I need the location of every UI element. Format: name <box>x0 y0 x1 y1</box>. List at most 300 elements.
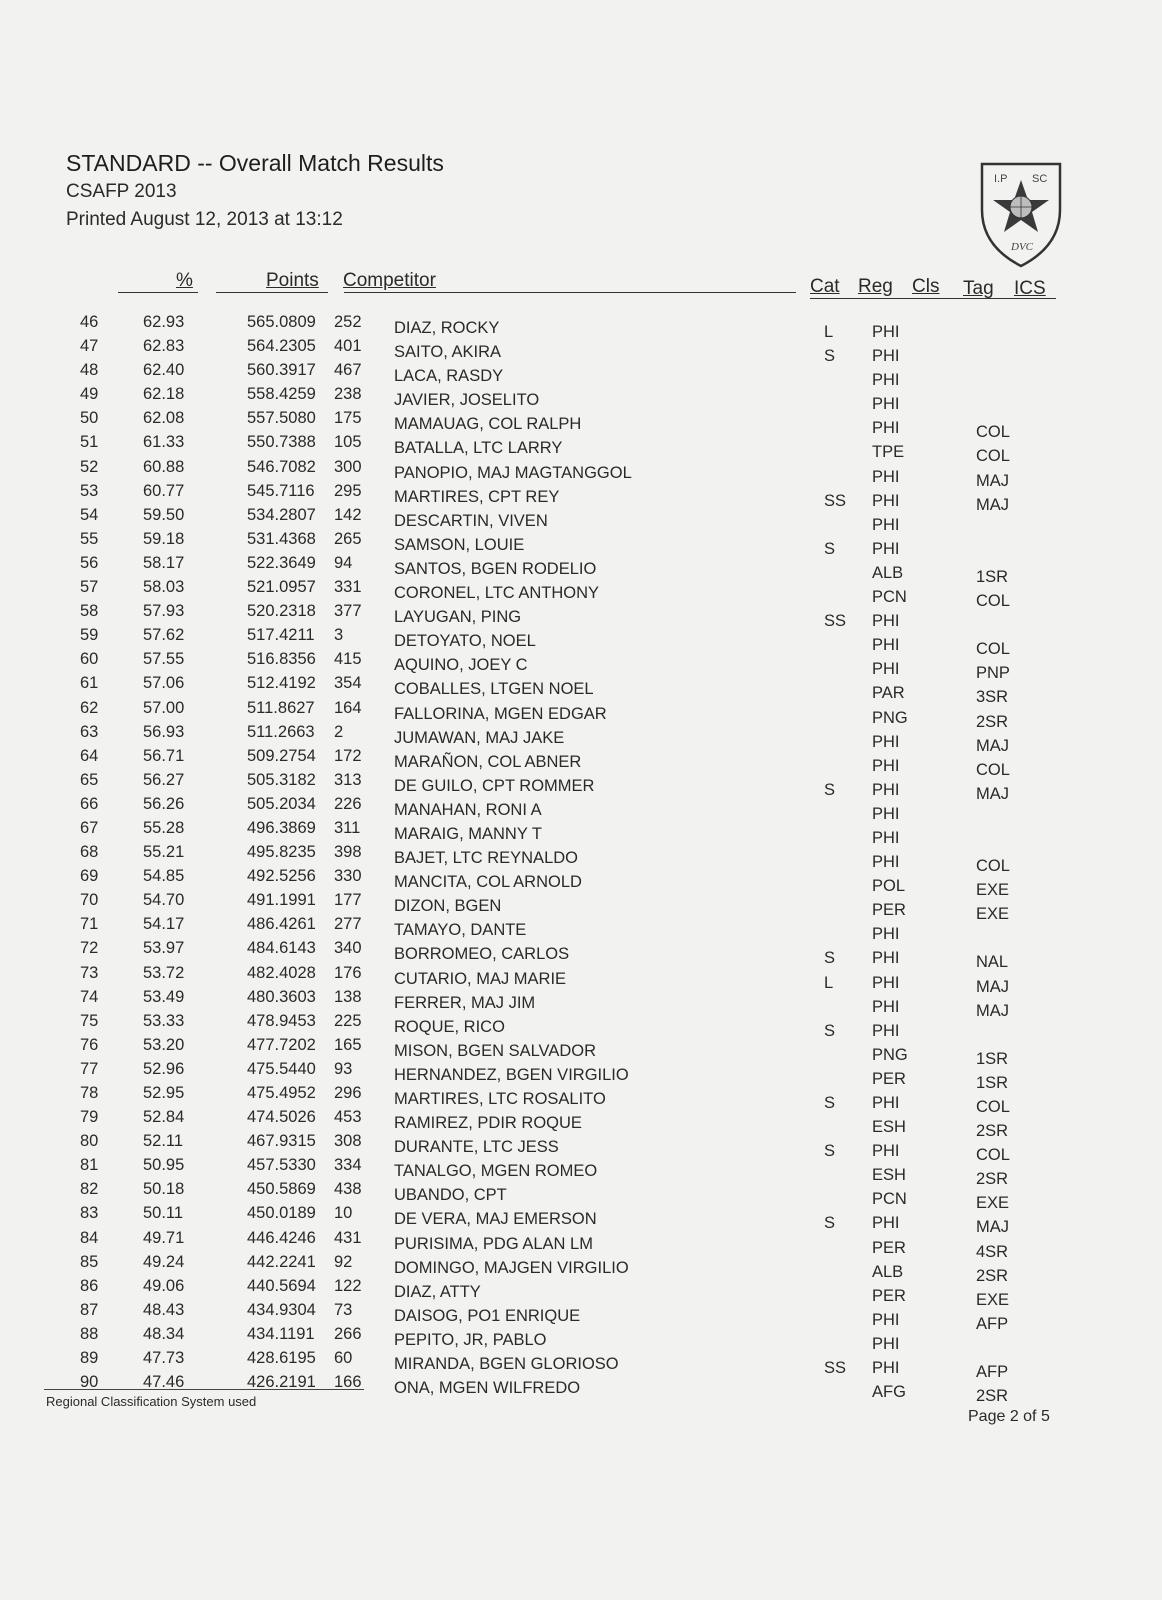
points-value: 516.8356 <box>247 650 316 669</box>
competitor-name: MANAHAN, RONI A <box>394 800 542 819</box>
region-value: PHI <box>872 636 900 655</box>
percent-value: 48.43 <box>143 1300 185 1319</box>
percent-value: 59.18 <box>143 529 185 548</box>
tag-value: EXE <box>976 1194 1010 1213</box>
table-row <box>0 1011 1162 1040</box>
place-number: 81 <box>80 1156 99 1175</box>
region-value: PER <box>872 1238 906 1257</box>
place-number: 68 <box>80 843 99 862</box>
table-row <box>0 963 1162 996</box>
competitor-number: 172 <box>334 746 362 765</box>
points-value: 558.4259 <box>247 385 316 404</box>
percent-value: 53.20 <box>143 1035 185 1054</box>
table-row <box>0 1228 1162 1261</box>
percent-value: 52.84 <box>143 1108 185 1127</box>
competitor-number: 93 <box>334 1059 353 1078</box>
points-value: 521.0957 <box>247 578 316 597</box>
competitor-number: 3 <box>334 626 344 645</box>
region-value: TPE <box>872 443 905 462</box>
points-value: 434.9304 <box>247 1300 316 1319</box>
points-value: 564.2305 <box>247 337 316 356</box>
percent-value: 53.33 <box>143 1011 185 1030</box>
points-value: 545.7116 <box>247 481 315 500</box>
match-name: CSAFP 2013 <box>66 181 177 202</box>
percent-value: 52.11 <box>143 1132 184 1151</box>
percent-value: 55.28 <box>143 818 185 837</box>
competitor-number: 354 <box>334 674 362 693</box>
competitor-number: 166 <box>334 1373 362 1392</box>
region-value: PHI <box>872 828 900 847</box>
place-number: 58 <box>80 602 99 621</box>
region-value: PHI <box>872 419 900 438</box>
competitor-name: MARAÑON, COL ABNER <box>394 752 582 771</box>
competitor-name: SANTOS, BGEN RODELIO <box>394 559 597 578</box>
place-number: 57 <box>80 578 99 597</box>
points-value: 467.9315 <box>247 1132 316 1151</box>
place-number: 78 <box>80 1084 99 1102</box>
tag-value: COL <box>976 640 1010 659</box>
table-row <box>0 1300 1162 1333</box>
competitor-name: CORONEL, LTC ANTHONY <box>394 584 600 603</box>
place-number: 56 <box>80 553 99 572</box>
place-number: 53 <box>80 481 99 500</box>
points-value: 517.4211 <box>247 626 315 645</box>
competitor-number: 225 <box>334 1011 362 1030</box>
points-value: 550.7388 <box>247 433 316 452</box>
place-number: 87 <box>80 1300 99 1319</box>
region-value: PHI <box>872 780 900 799</box>
percent-value: 57.55 <box>143 650 185 669</box>
points-value: 442.2241 <box>247 1252 316 1271</box>
printed-date: Printed August 12, 2013 at 13:12 <box>66 209 343 230</box>
region-value: PHI <box>872 853 900 872</box>
competitor-number: 334 <box>334 1156 362 1175</box>
logo-text-dvc: DVC <box>1011 241 1033 253</box>
place-number: 71 <box>80 915 99 934</box>
tag-value: MAJ <box>976 1218 1009 1237</box>
competitor-number: 164 <box>334 698 362 717</box>
region-value: PCN <box>872 1190 907 1209</box>
competitor-name: HERNANDEZ, BGEN VIRGILIO <box>394 1065 629 1084</box>
competitor-name: DAISOG, PO1 ENRIQUE <box>394 1306 581 1325</box>
table-row <box>0 529 1162 558</box>
percent-value: 57.62 <box>143 626 185 645</box>
percent-value: 49.06 <box>143 1276 185 1295</box>
points-value: 496.3869 <box>247 818 316 837</box>
competitor-name: AQUINO, JOEY C <box>394 656 528 675</box>
competitor-number: 467 <box>334 361 362 380</box>
category-value: S <box>824 539 836 558</box>
table-row <box>0 674 1162 707</box>
points-value: 520.2318 <box>247 602 316 621</box>
place-number: 89 <box>80 1349 99 1368</box>
header-points: Points <box>266 270 319 291</box>
competitor-name: LACA, RASDY <box>394 367 504 386</box>
place-number: 73 <box>80 963 99 982</box>
table-row <box>0 987 1162 1020</box>
place-number: 90 <box>80 1373 99 1392</box>
competitor-name: TANALGO, MGEN ROMEO <box>394 1162 598 1181</box>
points-value: 546.7082 <box>247 457 316 476</box>
table-row <box>0 505 1162 534</box>
percent-value: 52.95 <box>143 1084 185 1102</box>
table-row <box>0 1156 1162 1189</box>
place-number: 47 <box>80 337 99 356</box>
place-number: 79 <box>80 1108 99 1127</box>
place-number: 70 <box>80 891 99 910</box>
place-number: 84 <box>80 1228 99 1247</box>
competitor-name: TAMAYO, DANTE <box>394 921 527 940</box>
table-row <box>0 939 1162 972</box>
region-value: PHI <box>872 732 900 751</box>
competitor-number: 238 <box>334 385 362 404</box>
region-value: PHI <box>872 1214 900 1233</box>
header-ics: ICS <box>1014 278 1046 299</box>
place-number: 66 <box>80 794 99 813</box>
category-value: L <box>824 973 834 992</box>
tag-value: MAJ <box>976 784 1009 803</box>
category-value: S <box>824 1142 836 1161</box>
percent-value: 62.08 <box>143 409 185 428</box>
competitor-number: 296 <box>334 1084 362 1102</box>
place-number: 52 <box>80 457 99 476</box>
competitor-name: JUMAWAN, MAJ JAKE <box>394 728 565 747</box>
competitor-number: 438 <box>334 1180 362 1199</box>
competitor-name: PEPITO, JR, PABLO <box>394 1330 547 1349</box>
category-value: S <box>824 347 836 366</box>
percent-value: 53.49 <box>143 987 185 1006</box>
percent-value: 53.97 <box>143 939 185 958</box>
tag-value: COL <box>976 447 1010 466</box>
region-value: PHI <box>872 997 900 1016</box>
place-number: 67 <box>80 818 99 837</box>
points-value: 457.5330 <box>247 1156 316 1175</box>
tag-value: COL <box>976 1146 1010 1165</box>
place-number: 64 <box>80 746 99 765</box>
region-value: PHI <box>872 539 900 558</box>
percent-value: 59.50 <box>143 505 185 524</box>
points-value: 557.5080 <box>247 409 316 428</box>
tag-value: 1SR <box>976 567 1009 586</box>
competitor-number: 415 <box>334 650 362 669</box>
competitor-number: 265 <box>334 529 362 548</box>
category-value: SS <box>824 1359 847 1378</box>
table-row <box>0 1108 1162 1141</box>
place-number: 63 <box>80 722 99 741</box>
percent-value: 48.34 <box>143 1324 185 1343</box>
points-value: 477.7202 <box>247 1035 316 1054</box>
header-tag: Tag <box>963 278 994 299</box>
competitor-number: 252 <box>334 313 362 331</box>
points-value: 509.2754 <box>247 746 316 765</box>
competitor-name: MARTIRES, CPT REY <box>394 487 560 506</box>
region-value: PHI <box>872 1334 900 1353</box>
table-row <box>0 1180 1162 1213</box>
tag-value: NAL <box>976 953 1009 972</box>
tag-value: MAJ <box>976 736 1009 755</box>
points-value: 446.4246 <box>247 1228 316 1247</box>
place-number: 46 <box>80 313 99 331</box>
category-value: S <box>824 1214 836 1233</box>
region-value: PHI <box>872 467 900 486</box>
competitor-number: 73 <box>334 1300 353 1319</box>
percent-value: 57.06 <box>143 674 185 693</box>
percent-value: 49.24 <box>143 1252 185 1271</box>
category-value: S <box>824 949 836 968</box>
points-value: 522.3649 <box>247 553 316 572</box>
table-row <box>0 578 1162 611</box>
table-row <box>0 385 1162 414</box>
percent-value: 58.03 <box>143 578 185 597</box>
tag-value: 2SR <box>976 1266 1009 1285</box>
table-row <box>0 1059 1162 1092</box>
percent-value: 56.93 <box>143 722 185 741</box>
competitor-name: PANOPIO, MAJ MAGTANGGOL <box>394 463 632 482</box>
percent-value: 47.73 <box>143 1349 185 1368</box>
place-number: 86 <box>80 1276 99 1295</box>
points-value: 482.4028 <box>247 963 316 982</box>
competitor-name: MARAIG, MANNY T <box>394 824 542 843</box>
tag-value: 1SR <box>976 1073 1009 1092</box>
competitor-number: 176 <box>334 963 362 982</box>
place-number: 50 <box>80 409 99 428</box>
competitor-name: PURISIMA, PDG ALAN LM <box>394 1234 593 1253</box>
place-number: 62 <box>80 698 99 717</box>
competitor-number: 295 <box>334 481 362 500</box>
place-number: 76 <box>80 1035 99 1054</box>
place-number: 77 <box>80 1059 99 1078</box>
percent-value: 60.88 <box>143 457 185 476</box>
competitor-name: MAMAUAG, COL RALPH <box>394 415 582 434</box>
table-row <box>0 650 1162 683</box>
table-row <box>0 602 1162 631</box>
points-value: 484.6143 <box>247 939 316 958</box>
place-number: 65 <box>80 770 99 789</box>
table-row <box>0 867 1162 900</box>
region-value: PHI <box>872 1021 900 1040</box>
competitor-number: 401 <box>334 337 362 356</box>
tag-value: MAJ <box>976 977 1009 996</box>
competitor-name: DE VERA, MAJ EMERSON <box>394 1210 597 1229</box>
table-row <box>0 1132 1162 1165</box>
region-value: ESH <box>872 1166 906 1185</box>
competitor-name: DE GUILO, CPT ROMMER <box>394 776 595 795</box>
region-value: PHI <box>872 804 900 823</box>
tag-value: COL <box>976 857 1010 876</box>
points-value: 450.0189 <box>247 1204 316 1223</box>
table-row <box>0 698 1162 731</box>
tag-value: AFP <box>976 1363 1009 1382</box>
percent-value: 50.11 <box>143 1204 184 1223</box>
place-number: 60 <box>80 650 99 669</box>
competitor-number: 431 <box>334 1228 362 1247</box>
region-value: PHI <box>872 323 900 341</box>
competitor-name: FERRER, MAJ JIM <box>394 993 536 1012</box>
tag-value: PNP <box>976 664 1010 683</box>
points-value: 534.2807 <box>247 505 316 524</box>
region-value: PHI <box>872 1094 900 1112</box>
category-value: SS <box>824 491 847 510</box>
page-number: Page 2 of 5 <box>968 1408 1050 1425</box>
competitor-number: 308 <box>334 1132 362 1151</box>
competitor-name: DIAZ, ATTY <box>394 1282 481 1301</box>
tag-value: MAJ <box>976 471 1009 490</box>
competitor-name: DURANTE, LTC JESS <box>394 1138 559 1157</box>
points-value: 475.4952 <box>247 1084 316 1102</box>
place-number: 80 <box>80 1132 99 1151</box>
region-value: POL <box>872 877 906 896</box>
percent-value: 56.71 <box>143 746 185 765</box>
percent-value: 61.33 <box>143 433 185 452</box>
competitor-number: 226 <box>334 794 362 813</box>
place-number: 54 <box>80 505 99 524</box>
header-pct: % <box>176 270 193 291</box>
competitor-number: 313 <box>334 770 362 789</box>
table-row <box>0 1276 1162 1309</box>
competitor-number: 94 <box>334 553 353 572</box>
competitor-number: 122 <box>334 1276 362 1295</box>
points-value: 492.5256 <box>247 867 316 886</box>
tag-value: COL <box>976 760 1010 779</box>
table-row <box>0 481 1162 514</box>
ipsc-logo <box>976 160 1066 270</box>
table-row <box>0 409 1162 442</box>
points-value: 511.2663 <box>247 722 315 741</box>
competitor-number: 300 <box>334 457 362 476</box>
region-value: PHI <box>872 347 900 366</box>
tag-value: 4SR <box>976 1242 1009 1261</box>
percent-value: 54.85 <box>143 867 185 886</box>
tag-value: MAJ <box>976 495 1009 514</box>
tag-value: 3SR <box>976 688 1009 707</box>
place-number: 74 <box>80 987 99 1006</box>
tag-value: COL <box>976 1098 1010 1116</box>
logo-text-sc: SC <box>1032 173 1048 185</box>
tag-value: EXE <box>976 1290 1010 1309</box>
table-row <box>0 361 1162 390</box>
tag-value: EXE <box>976 905 1010 924</box>
table-row <box>0 1035 1162 1068</box>
table-row <box>0 1084 1162 1116</box>
region-value: PHI <box>872 371 900 390</box>
table-row <box>0 1252 1162 1285</box>
percent-value: 52.96 <box>143 1059 185 1078</box>
category-value: SS <box>824 612 847 631</box>
competitor-name: UBANDO, CPT <box>394 1186 507 1205</box>
tag-value: COL <box>976 592 1010 611</box>
header-cls: Cls <box>912 276 940 297</box>
points-value: 505.3182 <box>247 770 316 789</box>
header-competitor: Competitor <box>343 270 436 291</box>
competitor-name: BORROMEO, CARLOS <box>394 945 570 964</box>
competitor-number: 377 <box>334 602 362 621</box>
points-value: 486.4261 <box>247 915 316 934</box>
points-value: 565.0809 <box>247 313 316 331</box>
region-value: PHI <box>872 949 900 968</box>
points-value: 475.5440 <box>247 1059 316 1078</box>
table-row <box>0 891 1162 924</box>
table-row <box>0 915 1162 944</box>
competitor-name: LAYUGAN, PING <box>394 608 522 627</box>
competitor-number: 453 <box>334 1108 362 1127</box>
place-number: 59 <box>80 626 99 645</box>
competitor-name: BAJET, LTC REYNALDO <box>394 849 578 868</box>
region-value: ALB <box>872 563 904 582</box>
category-value: S <box>824 1021 836 1040</box>
percent-value: 56.27 <box>143 770 185 789</box>
percent-value: 50.18 <box>143 1180 185 1199</box>
table-row <box>0 553 1162 586</box>
region-value: PER <box>872 1069 906 1088</box>
region-value: PHI <box>872 1310 900 1329</box>
region-value: PHI <box>872 1359 900 1378</box>
percent-value: 54.70 <box>143 891 185 910</box>
points-value: 560.3917 <box>247 361 316 380</box>
competitor-number: 175 <box>334 409 362 428</box>
competitor-name: MISON, BGEN SALVADOR <box>394 1041 597 1060</box>
region-value: PER <box>872 901 906 920</box>
percent-value: 58.17 <box>143 553 185 572</box>
competitor-name: RAMIREZ, PDIR ROQUE <box>394 1114 582 1133</box>
footer-note: Regional Classification System used <box>46 1394 257 1409</box>
region-value: PNG <box>872 1045 908 1064</box>
percent-value: 47.46 <box>143 1373 185 1392</box>
table-row <box>0 313 1162 341</box>
competitor-number: 142 <box>334 505 362 524</box>
percent-value: 57.00 <box>143 698 185 717</box>
region-value: PAR <box>872 684 905 703</box>
competitor-number: 330 <box>334 867 362 886</box>
competitor-number: 177 <box>334 891 362 910</box>
competitor-name: ROQUE, RICO <box>394 1017 505 1036</box>
points-value: 440.5694 <box>247 1276 316 1295</box>
percent-value: 60.77 <box>143 481 185 500</box>
points-value: 505.2034 <box>247 794 316 813</box>
place-number: 61 <box>80 674 99 693</box>
table-row <box>0 843 1162 876</box>
tag-value: 2SR <box>976 1170 1009 1189</box>
competitor-number: 60 <box>334 1349 353 1368</box>
region-value: AFG <box>872 1383 906 1402</box>
tag-value: EXE <box>976 881 1010 900</box>
points-value: 426.2191 <box>247 1373 316 1392</box>
place-number: 72 <box>80 939 99 958</box>
logo-text-ip: I.P <box>994 173 1008 185</box>
percent-value: 62.93 <box>143 313 185 331</box>
competitor-number: 2 <box>334 722 344 741</box>
region-value: PHI <box>872 1142 900 1161</box>
competitor-number: 266 <box>334 1324 362 1343</box>
points-value: 491.1991 <box>247 891 316 910</box>
competitor-name: DIZON, BGEN <box>394 897 502 916</box>
percent-value: 55.21 <box>143 843 185 862</box>
competitor-number: 398 <box>334 843 362 862</box>
competitor-name: COBALLES, LTGEN NOEL <box>394 680 594 699</box>
competitor-name: BATALLA, LTC LARRY <box>394 439 563 458</box>
competitor-name: DOMINGO, MAJGEN VIRGILIO <box>394 1258 629 1277</box>
competitor-number: 331 <box>334 578 362 597</box>
competitor-number: 277 <box>334 915 362 934</box>
competitor-name: DIAZ, ROCKY <box>394 319 500 337</box>
place-number: 83 <box>80 1204 99 1223</box>
competitor-name: MARTIRES, LTC ROSALITO <box>394 1090 606 1108</box>
region-value: PHI <box>872 612 900 631</box>
region-value: PHI <box>872 395 900 414</box>
region-value: PHI <box>872 756 900 775</box>
table-row <box>0 1324 1162 1353</box>
table-row <box>0 1204 1162 1237</box>
competitor-name: MIRANDA, BGEN GLORIOSO <box>394 1355 619 1374</box>
